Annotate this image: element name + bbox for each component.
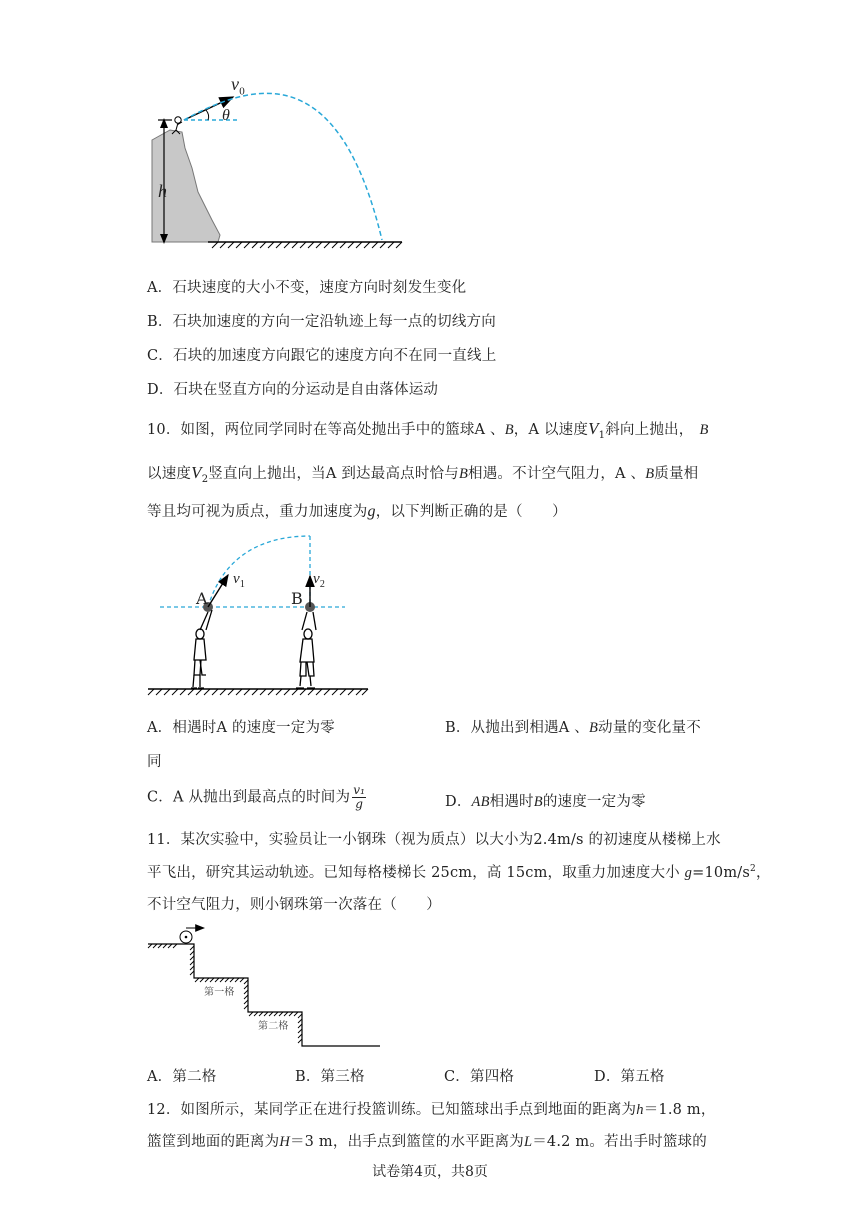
v2-label: $v_2$ xyxy=(313,571,326,590)
v1-label: $v_1$ xyxy=(233,571,246,590)
staircase-figure xyxy=(140,922,390,1052)
page-footer: 试卷第4页，共8页 xyxy=(372,1164,488,1180)
ball-b-label: B xyxy=(291,589,303,608)
q9-option-c: C．石块的加速度方向跟它的速度方向不在同一直线上 xyxy=(147,348,497,364)
q11-option-c: C．第四格 xyxy=(444,1069,515,1085)
q11-option-b: B．第三格 xyxy=(295,1069,365,1085)
q10-line-3: 等且均可视为质点，重力加速度为g，以下判断正确的是（ ） xyxy=(147,503,567,520)
basketball-figure xyxy=(140,530,375,705)
q11-line-3: 不计空气阻力，则小钢珠第一次落在（ ） xyxy=(147,897,441,913)
q10-option-b: B．从抛出到相遇A 、B动量的变化量不 xyxy=(445,720,701,736)
theta-label: θ xyxy=(222,107,231,124)
cliff-projectile-figure xyxy=(140,70,410,255)
q9-option-d: D．石块在竖直方向的分运动是自由落体运动 xyxy=(147,382,439,398)
q9-option-a: A．石块速度的大小不变，速度方向时刻发生变化 xyxy=(147,280,467,296)
q10-option-b-cont: 同 xyxy=(147,754,162,770)
q11-option-a: A．第二格 xyxy=(147,1069,217,1085)
ball-a-label: A xyxy=(196,589,208,608)
q11-line-1: 11．某次实验中，实验员让一小钢珠（视为质点）以大小为2.4m/s 的初速度从楼梯上水 xyxy=(147,832,721,848)
q10-line-2: 以速度$V_2$竖直向上抛出，当A 到达最高点时恰与B相遇。不计空气阻力，A 、B质量相 xyxy=(147,463,699,485)
q10-line-1: 10．如图，两位同学同时在等高处抛出手中的篮球A 、B，A 以速度$V_1$斜向上抛出， B xyxy=(147,419,709,441)
step-1-label: 第一格 xyxy=(204,987,235,998)
q11-line-2: 平飞出，研究其运动轨迹。已知每格楼梯长 25cm，高 15cm，取重力加速度大小 $g=10m/s^2$， xyxy=(147,864,771,881)
v0-label: $v_0$ xyxy=(231,74,245,98)
q10-option-c: C．A 从抛出到最高点的时间为 $\frac{\text{v₁}}{g}$ xyxy=(147,783,366,811)
q11-option-d: D．第五格 xyxy=(594,1069,665,1085)
q10-option-d: D．AB相遇时B的速度一定为零 xyxy=(445,794,646,810)
q9-option-b: B．石块加速度的方向一定沿轨迹上每一点的切线方向 xyxy=(147,314,496,330)
q10-option-a: A．相遇时A 的速度一定为零 xyxy=(147,720,335,736)
step-2-label: 第二格 xyxy=(258,1021,289,1032)
q12-line-2: 篮筐到地面的距离为H＝3 m，出手点到篮筐的水平距离为L＝4.2 m。若出手时篮球的 xyxy=(147,1134,707,1150)
q12-line-1: 12．如图所示，某同学正在进行投篮训练。已知篮球出手点到地面的距离为h＝1.8 m， xyxy=(147,1102,716,1118)
h-label: h xyxy=(158,181,168,201)
